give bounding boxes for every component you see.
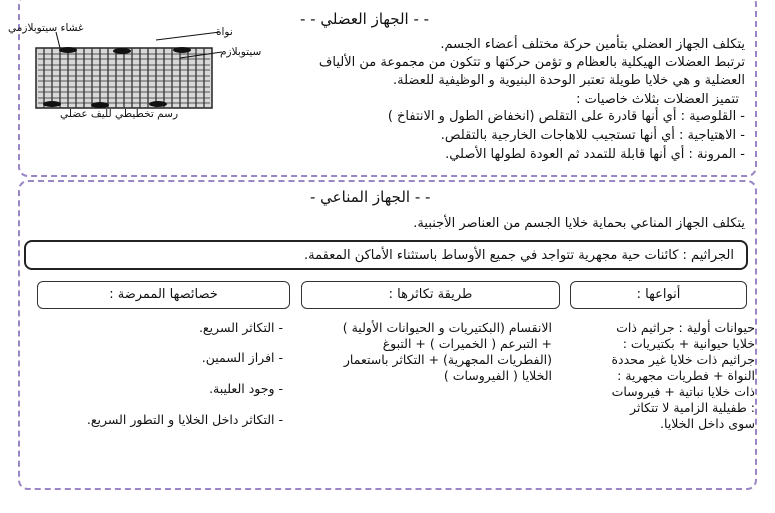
- immune-intro: يتكلف الجهاز المناعي بحماية خلايا الجسم من العناصر الأجنبية.: [413, 216, 745, 231]
- types-line: سوى داخل الخلايا.: [660, 416, 755, 431]
- diagram-caption: رسم تخطيطي لليف عضلي: [60, 108, 179, 120]
- muscle-title: - - الجهاز العضلي - -: [300, 10, 430, 28]
- reproduction-column: [298, 320, 552, 384]
- muscle-line-2: ترتبط العضلات الهيكلية بالعظام و تؤمن حركتها و تتكون من مجموعة من الألياف: [318, 55, 745, 70]
- germs-definition: الجراثيم : كائنات حية مجهرية تتواجد في جميع الأوساط باستثناء الأماكن المعقمة.: [304, 248, 734, 263]
- types-line: النواة + فطريات مجهرية :: [617, 368, 755, 383]
- pathogenic-line: - التكاثر السريع.: [198, 320, 283, 335]
- muscle-property-elasticity: - المرونة : أي أنها قابلة للتمدد ثم العودة لطولها الأصلي.: [445, 147, 745, 162]
- reproduction-line: الخلايا ( الفيروسات ): [443, 368, 552, 383]
- reproduction-line: + التبرعم ( الخميرات ) + التبوغ: [382, 336, 552, 351]
- types-line: خلايا حيوانية + بكتيريات :: [622, 336, 755, 351]
- label-nucleus: نواة: [216, 26, 233, 38]
- muscle-line-4: تتميز العضلات بثلاث خاصيات :: [576, 92, 739, 107]
- reproduction-line: الانقسام (البكتيريات و الحيوانات الأولية ): [342, 320, 552, 335]
- reproduction-line: (الفطريات المجهرية) + التكاثر باستعمار: [343, 352, 552, 367]
- header-reproduction: طريقة تكاثرها :: [301, 281, 560, 309]
- germs-definition-box: [24, 240, 748, 270]
- muscle-property-contractility: - القلوصية : أي أنها قادرة على التقلص (انخفاض الطول و الانتفاخ ): [387, 109, 745, 124]
- types-line: ذات خلايا نباتية + فيروسات: [611, 384, 755, 399]
- types-line: جراثيم ذات خلايا غير محددة: [611, 352, 755, 367]
- label-cell-membrane: غشاء سيتوبلازمي: [8, 22, 84, 34]
- pathogenic-line: - وجود العليبة.: [209, 381, 283, 396]
- muscle-line-3: العضلية و هي خلايا طويلة تعتبر الوحدة البنيوية و الوظيفية للعضلة.: [393, 73, 745, 88]
- muscle-fiber-diagram: [8, 18, 280, 122]
- types-line: : طفيلية الزامية لا تتكاثر: [629, 400, 755, 415]
- header-types: أنواعها :: [570, 281, 747, 309]
- pathogenic-line: - التكاثر داخل الخلايا و التطور السريع.: [86, 412, 283, 427]
- muscle-property-excitability: - الاهتياجية : أي أنها تستجيب للاهاجات الخارجية بالتقلص.: [440, 128, 745, 143]
- types-line: حيوانات أولية : جراثيم ذات: [616, 320, 755, 335]
- header-pathogenic: خصائصها الممرضة :: [37, 281, 290, 309]
- label-cytoplasm: سيتوبلازم: [220, 46, 262, 58]
- pathogenic-line: - افراز السمين.: [201, 350, 283, 365]
- types-column: [560, 320, 755, 432]
- immune-title: - - الجهاز المناعي -: [310, 188, 431, 206]
- muscle-line-1: يتكلف الجهاز العضلي بتأمين حركة مختلف أعضاء الجسم.: [440, 37, 745, 52]
